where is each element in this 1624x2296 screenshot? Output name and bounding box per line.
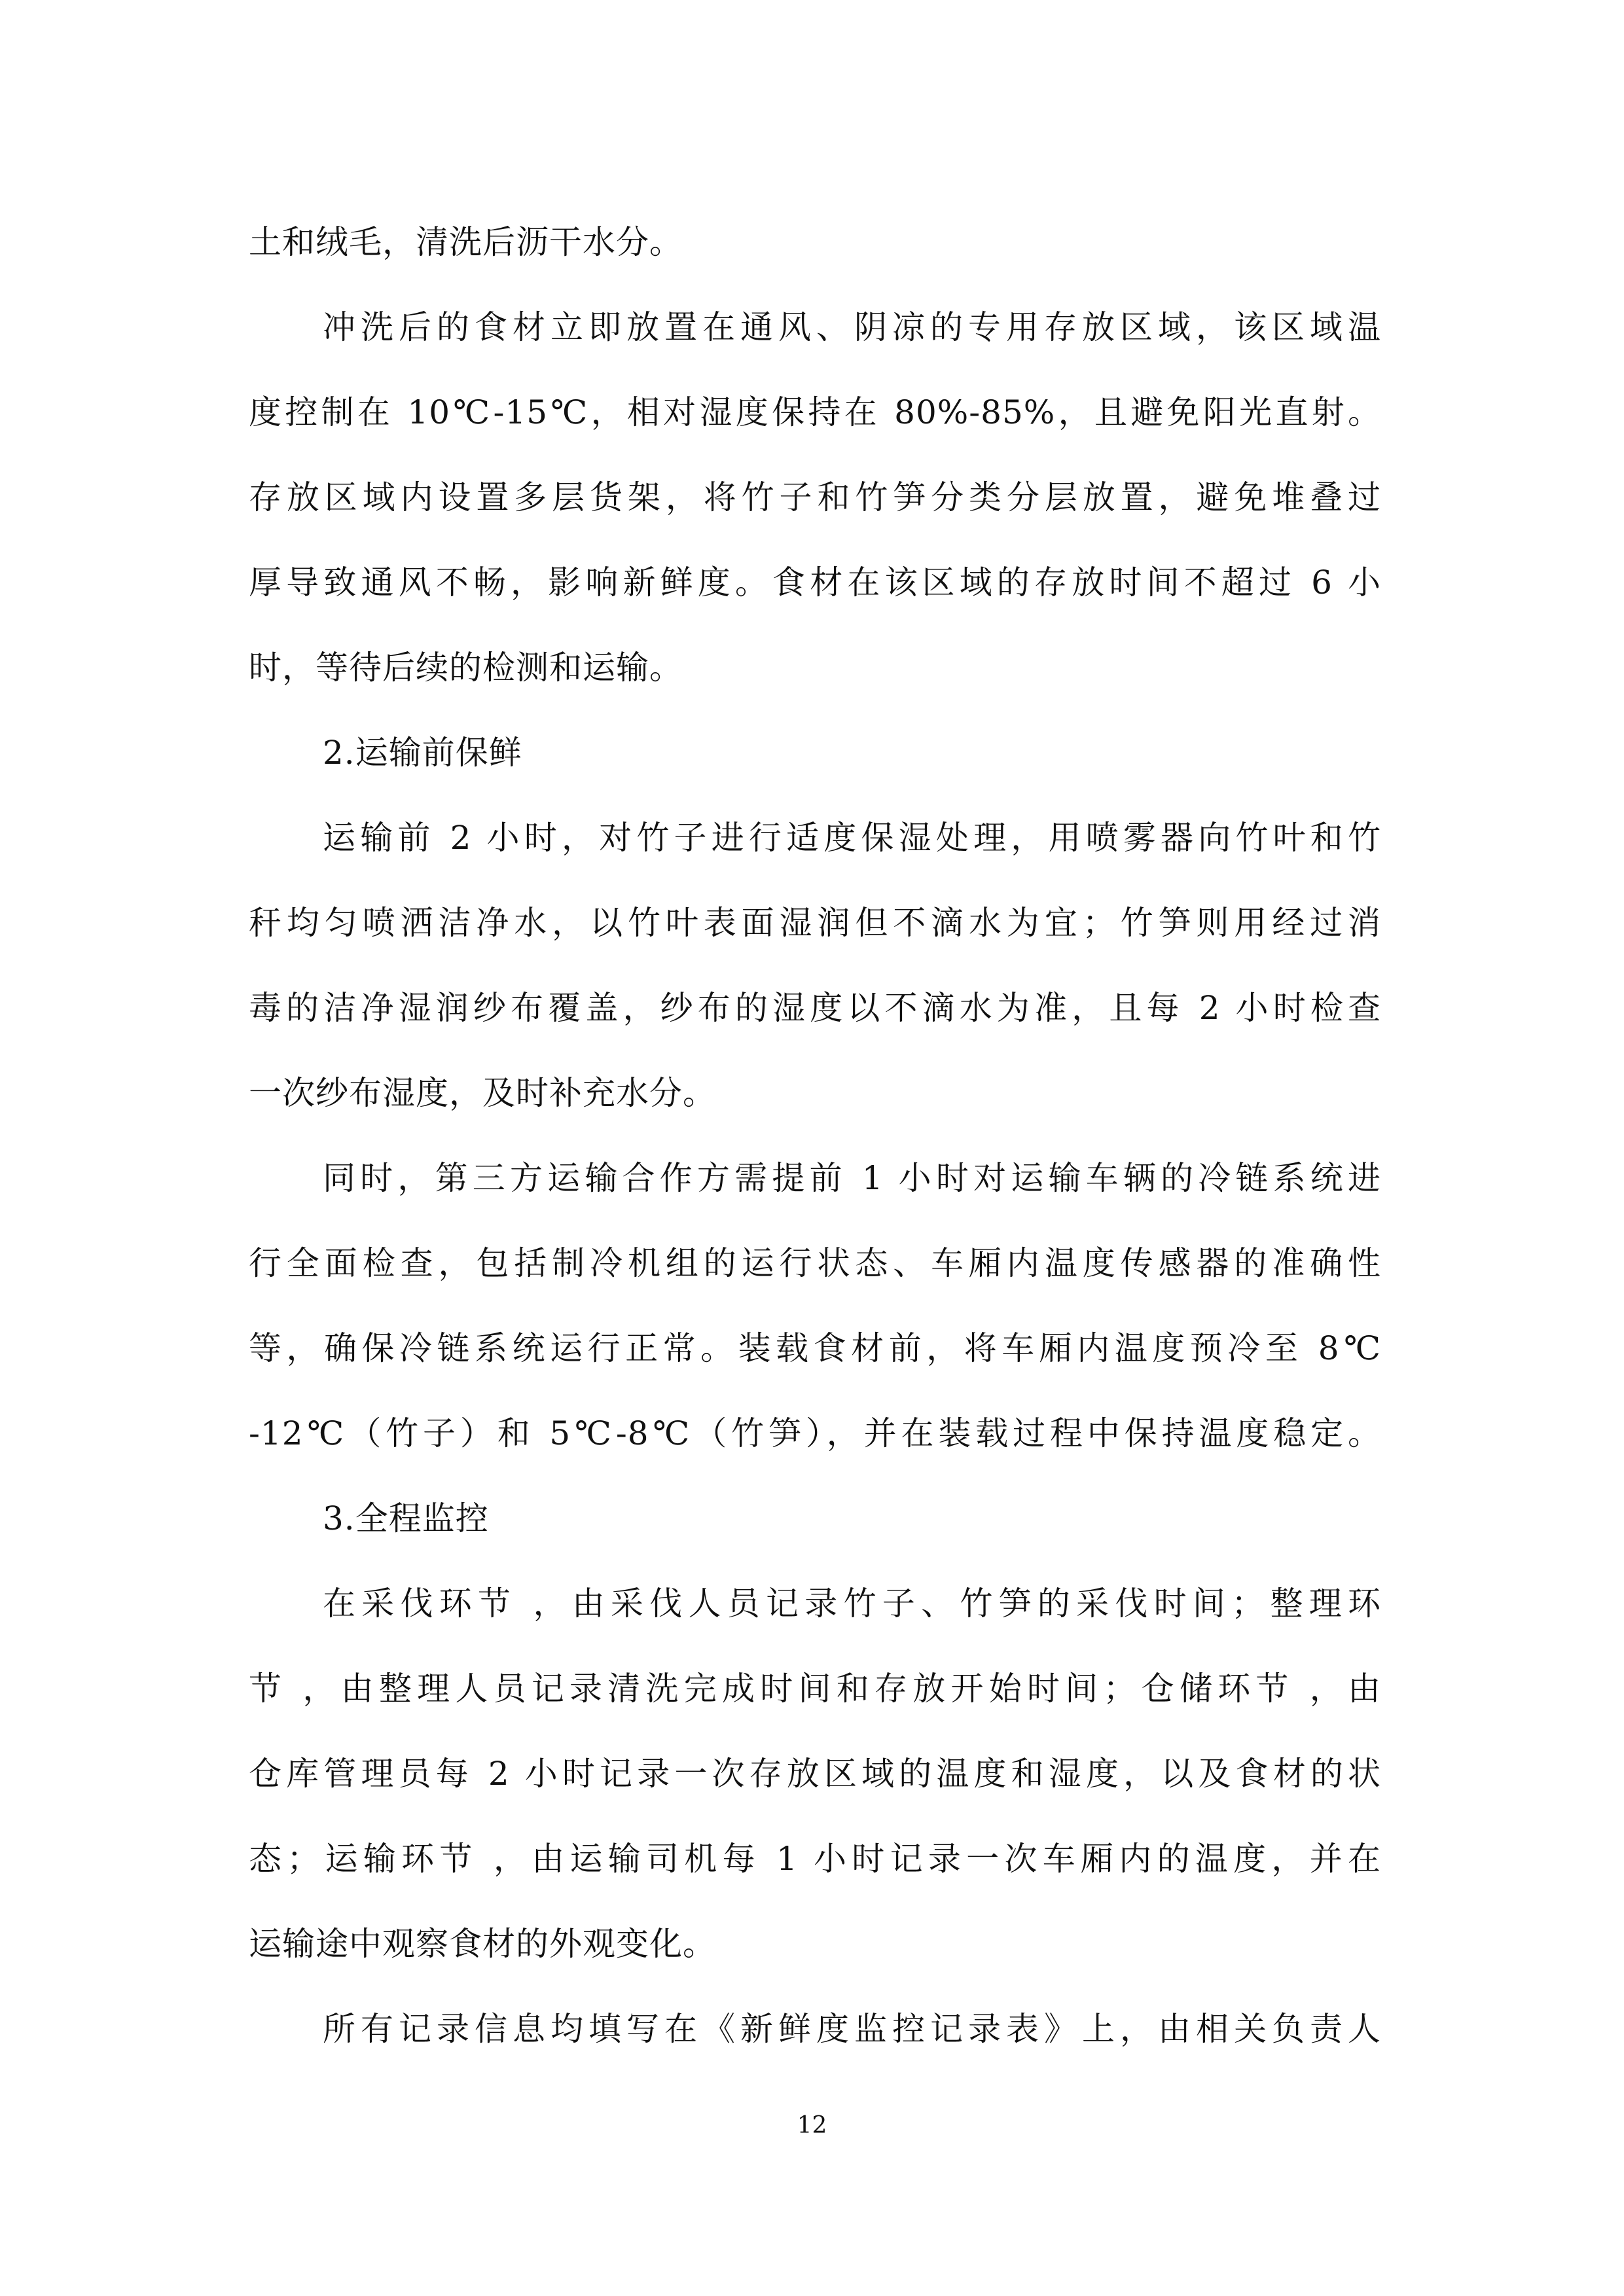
text-line: 冲洗后的食材立即放置在通风、阴凉的专用存放区域，该区域温 bbox=[323, 308, 1381, 346]
text-line: 厚导致通风不畅，影响新鲜度。食材在该区域的存放时间不超过 6 小 bbox=[249, 564, 1381, 601]
page-number: 12 bbox=[797, 2112, 827, 2139]
text-line: 节 ，由整理人员记录清洗完成时间和存放开始时间；仓储环节 ，由 bbox=[249, 1670, 1381, 1708]
text-line: 运输途中观察食材的外观变化。 bbox=[249, 1925, 716, 1963]
text-line: 态；运输环节 ，由运输司机每 1 小时记录一次车厢内的温度，并在 bbox=[249, 1840, 1381, 1878]
text-line: 毒的洁净湿润纱布覆盖，纱布的湿度以不滴水为准，且每 2 小时检查 bbox=[249, 989, 1381, 1027]
text-line: 所有记录信息均填写在《新鲜度监控记录表》上，由相关负责人 bbox=[323, 2010, 1381, 2048]
section-heading: 2.运输前保鲜 bbox=[323, 734, 522, 772]
text-line: 行全面检查，包括制冷机组的运行状态、车厢内温度传感器的准确性 bbox=[249, 1244, 1381, 1282]
text-line: 等，确保冷链系统运行正常。装载食材前，将车厢内温度预冷至 8℃ bbox=[249, 1329, 1381, 1367]
section-heading: 3.全程监控 bbox=[323, 1499, 489, 1537]
text-line: 存放区域内设置多层货架，将竹子和竹笋分类分层放置，避免堆叠过 bbox=[249, 478, 1381, 516]
text-line: 时，等待后续的检测和运输。 bbox=[249, 649, 683, 687]
text-line: 仓库管理员每 2 小时记录一次存放区域的温度和湿度，以及食材的状 bbox=[249, 1755, 1381, 1793]
text-line: 秆均匀喷洒洁净水，以竹叶表面湿润但不滴水为宜；竹笋则用经过消 bbox=[249, 904, 1381, 942]
text-line: -12℃（竹子）和 5℃-8℃（竹笋），并在装载过程中保持温度稳定。 bbox=[249, 1414, 1381, 1452]
text-line: 一次纱布湿度，及时补充水分。 bbox=[249, 1074, 716, 1112]
text-line: 土和绒毛，清洗后沥干水分。 bbox=[249, 223, 683, 261]
text-line: 运输前 2 小时，对竹子进行适度保湿处理，用喷雾器向竹叶和竹 bbox=[323, 819, 1381, 857]
text-line: 度控制在 10℃-15℃，相对湿度保持在 80%-85%，且避免阳光直射。 bbox=[249, 393, 1381, 431]
text-line: 在采伐环节 ，由采伐人员记录竹子、竹笋的采伐时间；整理环 bbox=[323, 1585, 1381, 1623]
text-line: 同时，第三方运输合作方需提前 1 小时对运输车辆的冷链系统进 bbox=[323, 1159, 1381, 1197]
